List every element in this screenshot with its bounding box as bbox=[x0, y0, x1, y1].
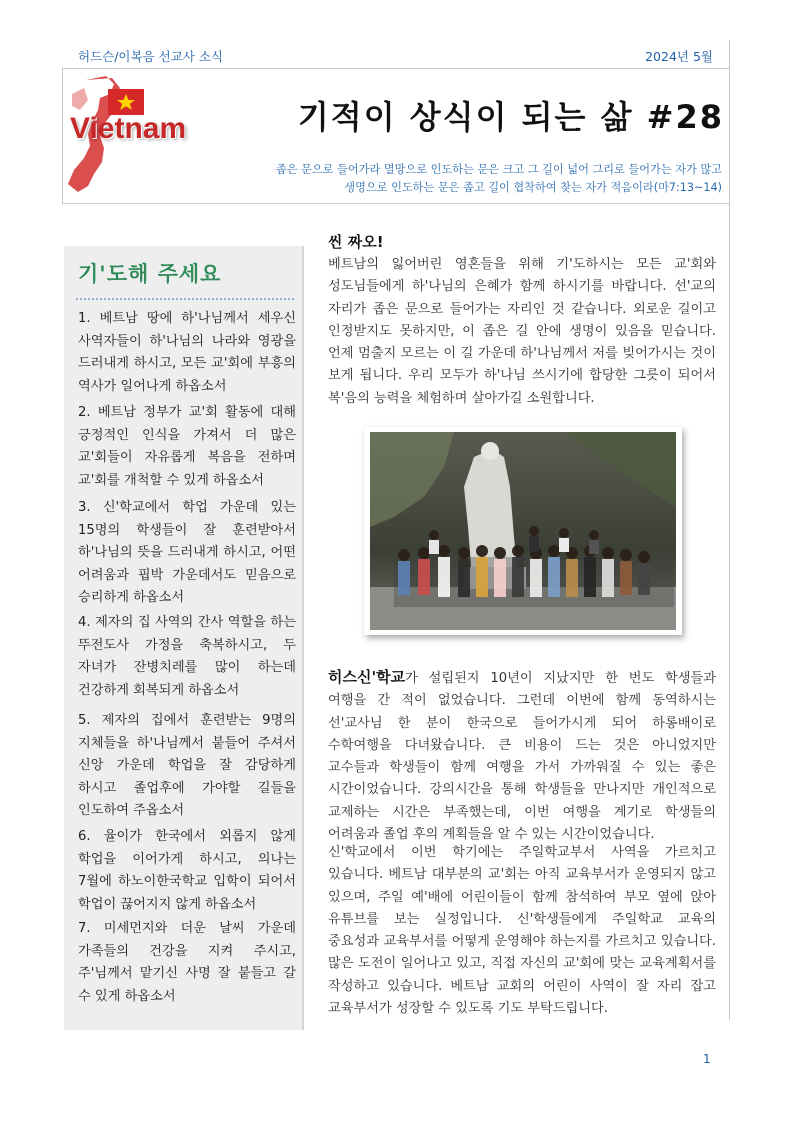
verse-line-2: 생명으로 인도하는 문은 좁고 길이 협착하여 찾는 자가 적음이라(마7:13~14) bbox=[344, 180, 722, 194]
verse-line-1: 좁은 문으로 들어가라 멸망으로 인도하는 문은 크고 그 길이 넓어 그리로 들어가는 자가 많고 bbox=[275, 163, 722, 176]
school-trip-paragraph bbox=[328, 666, 716, 846]
newsletter-title: 기적이 상식이 되는 삶 #28 bbox=[297, 98, 724, 136]
scripture-verse bbox=[232, 161, 722, 196]
seminary-name: 히스신'학교 bbox=[328, 668, 406, 686]
prayer-item: 4. 제자의 집 사역의 간사 역할을 하는 뚜전도사 가정을 축복하시고, 두 자녀가 잔병치레를 많이 하는데 건강하게 회복되게 하옵소서 bbox=[78, 615, 296, 698]
prayer-item: 3. 신'학교에서 학업 가운데 있는 15명의 학생들이 잘 훈련받아서 하'나님의 뜻을 드러내게 하시고, 어떤 어려움과 핍박 가운데서도 믿음으로 승리하게 하옵소서 bbox=[78, 500, 296, 605]
right-frame-line bbox=[729, 40, 730, 1020]
prayer-item: 1. 베트남 땅에 하'나님께서 세우신 사역자들이 하'나님의 나라와 영광을 드러내게 하시고, 모든 교'회에 부흥의 역사가 일어나게 하옵소서 bbox=[78, 311, 296, 394]
header-publisher: 허드슨/이복음 선교사 소식 bbox=[78, 49, 223, 64]
intro-paragraph: 베트남의 잃어버린 영혼들을 위해 기'도하시는 모든 교'회와 성도님들에게 하'나님의 은혜가 함께 하시기를 바랍니다. 선'교의 자리가 좁은 문으로 들어가는 자리인 것 같습니다. 외로운 길이고 인정받지도 못하지만, 이 좁은 길 안에 생명이 있음을 믿습니다. 언제 멈출지 모르는 이 길 가운데 하'나님께서 저를 빚어가시는 것이 보게 됩니다. 우리 모두가 하'나님 쓰시기에 합당한 그릇이 되어서 복'음의 능력을 체험하며 살아가길 소원합니다. bbox=[328, 257, 716, 406]
title-divider bbox=[62, 203, 730, 204]
header-divider bbox=[62, 68, 730, 69]
greeting-heading: 씬 짜오! bbox=[328, 233, 384, 251]
logo-wordmark: Vietnam bbox=[70, 112, 187, 145]
prayer-item: 2. 베트남 정부가 교'회 활동에 대해 긍정적인 인식을 가져서 더 많은 교'회들이 자유롭게 복음을 전하며 교'회를 개척할 수 있게 하옵소서 bbox=[78, 405, 296, 488]
prayer-title: 기'도해 주세요 bbox=[78, 262, 222, 286]
page-number: 1 bbox=[703, 1052, 711, 1066]
sunday-school-paragraph: 신'학교에서 이번 학기에는 주일학교부서 사역을 가르치고 있습니다. 베트남 대부분의 교'회는 아직 교육부서가 운영되지 않고 있으며, 주일 예'배에 어린이들이 함께 참석하여 부모 옆에 앉아 유튜브를 보는 실정입니다. 신'학생들에게 주일학교 교육의 중요성과 교육부서를 어떻게 운영해야 하는지를 가르치고 있습니다. 많은 도전이 일어나고 있고, 직접 자신의 교'회에 맞는 교육계획서를 작성하고 있습니다. 베트남 교회의 어린이 사역이 잘 자리 잡고 교육부서가 성장할 수 있도록 기도 부탁드립니다. bbox=[328, 845, 716, 1017]
prayer-item: 5. 제자의 집에서 훈련받는 9명의 지체들을 하'나님께서 붙들어 주셔서 신앙 가운데 학업을 잘 감당하게 하시고 졸업후에 가야할 길들을 인도하여 주옵소서 bbox=[78, 713, 296, 818]
prayer-item: 6. 율이가 한국에서 외롭지 않게 학업을 이어가게 하시고, 의나는 7월에 하노이한국학교 입학이 되어서 학업이 끊어지지 않게 하옵소서 bbox=[78, 829, 296, 912]
group-photo bbox=[364, 427, 682, 635]
school-trip-text: 가 설립된지 10년이 지났지만 한 번도 학생들과 여행을 간 적이 없었습니다. 그런데 이번에 함께 동역하시는 선'교사님 한 분이 한국으로 들어가시게 되어 하롱배이로 수학여행을 다녀왔습니다. 큰 비용이 드는 것은 아니었지만 교수들과 학생들이 함께 여행을 가서 가까워질 수 있는 좋은 시간이었습니다. 강의시간을 통해 학생들을 만나지만 개인적으로 교제하는 시간은 부족했는데, 이번 여행을 계기로 학생들의 어려움과 졸업 후의 계획들을 알 수 있는 시간이었습니다. bbox=[328, 671, 716, 843]
header-date: 2024년 5월 bbox=[645, 49, 713, 64]
prayer-title-divider bbox=[76, 298, 294, 300]
group-photo-image bbox=[364, 427, 682, 635]
prayer-item: 7. 미세먼지와 더운 날씨 가운데 가족들의 건강을 지켜 주시고, 주'님께서 맡기신 사명 잘 붙들고 갈 수 있게 하옵소서 bbox=[78, 921, 296, 1004]
